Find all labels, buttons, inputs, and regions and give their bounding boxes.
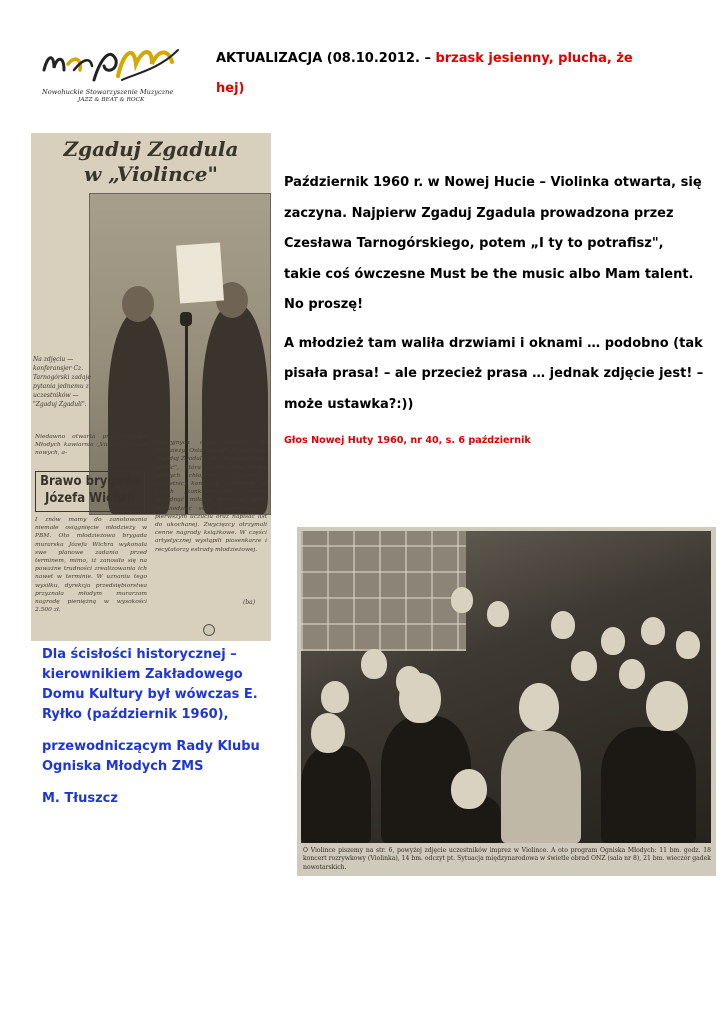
clipping-column-1: Niedawno otwarta przy Ognisku Młodych kawiarnia „Violinka" szuka nowych, a- bbox=[35, 434, 147, 457]
clipping-headline-line1: Zgaduj Zgadula bbox=[63, 137, 239, 161]
photo-face bbox=[571, 651, 597, 681]
clipping-boxed-headline: Brawo brygada Józefa Wichra bbox=[35, 471, 145, 512]
photo-face bbox=[619, 659, 645, 689]
audience-photo bbox=[301, 531, 711, 843]
clipping-headline-line2: w „Violince" bbox=[84, 162, 218, 186]
audience-photo-caption: O Violince piszemy na str. 6, powyżej zdjęcie uczestników imprez w Violince. A oto program Ogniska Młodych: 11 bm. godz. 18 koncert rozrywkowy (Violinka), 14 bm. odczyt pt. Sytuacja międzynarodowa w świetle obrad ONZ (sala nr 8), 21 bm. wieczór gadek nowotarskich. bbox=[303, 847, 711, 871]
photo-face bbox=[321, 681, 349, 713]
photo-person-body bbox=[501, 731, 581, 843]
photo-face-front bbox=[451, 769, 487, 809]
photo-face bbox=[551, 611, 575, 639]
photo-head-left bbox=[122, 286, 154, 322]
note-signature: M. Tłuszcz bbox=[42, 791, 118, 806]
photo-person-body bbox=[601, 727, 696, 843]
photo-face-front bbox=[399, 673, 441, 723]
photo-face-front bbox=[311, 713, 345, 753]
source-citation: Głos Nowej Huty 1960, nr 40, s. 6 październik bbox=[284, 435, 531, 446]
clipping-column-2: trakcyjnych dróg dotarcia do młodzieży. Ostatnio odbyła się tutaj „Zgaduj Zgadula" pt. „Moja pierwsza miłość", która zgromadziła tłumy młodych chłopców i dziewcząt. Uczestnicy konkursu „startowali" w trzech „konkurencjach": musieli odgadnąć miłości sławnych ludzi, opowiedzieć swe wspomnienia o pierwszym uczuciu oraz napisać list do ukochanej. Zwycięzcy otrzymali cenne nagrody książkowe. W części artystycznej wystąpili piosenkarze i recytatorzy estrady młodzieżowej. bbox=[155, 440, 267, 553]
nsm-logo-mark bbox=[38, 40, 186, 90]
photo-face bbox=[487, 601, 509, 627]
photo-face-front bbox=[646, 681, 688, 731]
photo-paper-sheet bbox=[176, 243, 224, 304]
photo-face-front bbox=[519, 683, 559, 731]
newspaper-clipping bbox=[31, 133, 271, 641]
photo-person-body bbox=[301, 746, 371, 843]
logo bbox=[38, 40, 186, 112]
main-paragraph-1: Październik 1960 r. w Nowej Hucie – Violinka otwarta, się zaczyna. Najpierw Zgaduj Zgadula prowadzona przez Czesława Tarnogórskiego, potem „I ty to potrafisz", takie coś ówczesne Must be the music albo Mam talent. No proszę! bbox=[284, 175, 702, 312]
clipping-article-brygada: I znów mamy do zanotowania niemałe osiągnięcie młodzieży w PBM. Oto młodzieżowa brygada murarska Józefa Wichra wykonała swe planowe zadania przed terminem, mimo, iż zanosiło się na poważne trudności zrealizowania ich nawet w terminie. W uznaniu tego wysiłku, dyrekcja przedsiębiorstwa przyznała młodym murarzom nagrodę pieniężną w wysokości 2.500 zł. bbox=[35, 517, 147, 614]
photo-window-grid bbox=[301, 531, 466, 651]
main-text bbox=[284, 168, 704, 428]
clipping-signature: (ba) bbox=[243, 599, 256, 606]
logo-subtitle: JAZZ & BEAT & ROCK bbox=[78, 97, 145, 103]
logo-tagline: Nowohuckie Stowarzyszenie Muzyczne bbox=[42, 88, 174, 96]
update-header-highlight: brzask jesienny, plucha, że hej) bbox=[216, 51, 633, 96]
photo-face bbox=[361, 649, 387, 679]
clipping-punch-hole bbox=[203, 624, 215, 636]
clipping-headline bbox=[31, 137, 271, 187]
microphone-icon bbox=[180, 312, 192, 326]
clipping-photo-caption: Na zdjęciu — konferansjer Cz. Tarnogórski zadaje pytania jednemu z uczestników — "Zgaduj Zgaduli". bbox=[33, 356, 91, 408]
photo-face bbox=[601, 627, 625, 655]
note-paragraph-2: przewodniczącym Rady Klubu Ogniska Młodych ZMS bbox=[42, 739, 260, 774]
photo-face bbox=[676, 631, 700, 659]
historical-note bbox=[42, 645, 282, 821]
update-header-date: AKTUALIZACJA (08.10.2012. – bbox=[216, 51, 436, 66]
note-paragraph-1: Dla ścisłości historycznej – kierownikiem Zakładowego Domu Kultury był wówczas E. Ryłko (październik 1960), bbox=[42, 647, 258, 722]
main-paragraph-2: A młodzież tam waliła drzwiami i oknami … podobno (tak pisała prasa! – ale przecież prasa … jednak zdjęcie jest! – może ustawka?:)) bbox=[284, 335, 704, 412]
audience-photo-clipping bbox=[297, 527, 716, 876]
photo-face bbox=[641, 617, 665, 645]
update-header bbox=[216, 44, 656, 104]
photo-face bbox=[451, 587, 473, 613]
